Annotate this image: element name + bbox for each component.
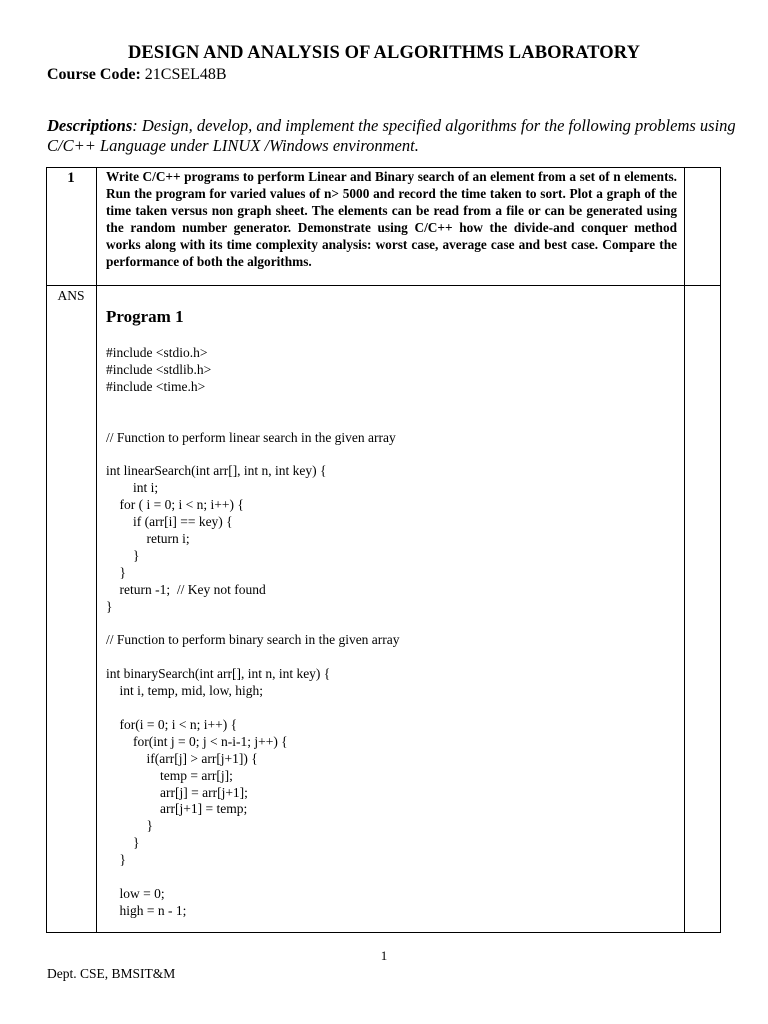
table-divider-col3 xyxy=(684,167,685,933)
answer-label: ANS xyxy=(57,288,85,303)
question-number: 1 xyxy=(67,170,75,186)
table-border-bottom xyxy=(46,932,721,933)
table-border-left xyxy=(46,167,47,933)
description-text: : Design, develop, and implement the specified algorithms for the following problems using C/C++ Language under LINUX /Windows environment. xyxy=(47,116,736,155)
table-divider-col1 xyxy=(96,167,97,933)
course-code-label: Course Code: xyxy=(47,66,141,83)
document-title: DESIGN AND ANALYSIS OF ALGORITHMS LABORATORY xyxy=(127,43,641,63)
footer-department: Dept. CSE, BMSIT&M xyxy=(47,966,176,981)
table-border-right xyxy=(720,167,721,933)
question-text: Write C/C++ programs to perform Linear and Binary search of an element from a set of n elements. Run the program for varied values of n> 5000 and record the time taken to sort. Plot a graph of the time taken versus non graph sheet. The elements can be read from a file or can be generated using the random number generator. Demonstrate using C/C++ how the divide-and conquer method works along with its time complexity analysis: worst case, average case and best case. Compare the performance of both the algorithms. xyxy=(106,169,677,269)
description xyxy=(47,116,737,156)
course-code-value: 21CSEL48B xyxy=(144,66,227,83)
page-number: 1 xyxy=(380,948,388,963)
program-title: Program 1 xyxy=(106,307,184,326)
course-code-line xyxy=(47,66,227,84)
program-code: #include <stdio.h> #include <stdlib.h> #include <time.h> // Function to perform linear search in the given array int linearSearch(int arr[], int n, int key) { int i; for ( i = 0; i < n; i++) { if (arr[i] == key) { return i; } } return -1; // Key not found } // Function to perform binary search in the given array int binarySearch(int arr[], int n, int key) { int i, temp, mid, low, high; for(i = 0; i < n; i++) { for(int j = 0; j < n-i-1; j++) { if(arr[j] > arr[j+1]) { temp = arr[j]; arr[j] = arr[j+1]; arr[j+1] = temp; } } } low = 0; high = n - 1; xyxy=(106,345,400,918)
description-label: Descriptions xyxy=(47,116,133,135)
table-row-divider xyxy=(46,285,721,286)
